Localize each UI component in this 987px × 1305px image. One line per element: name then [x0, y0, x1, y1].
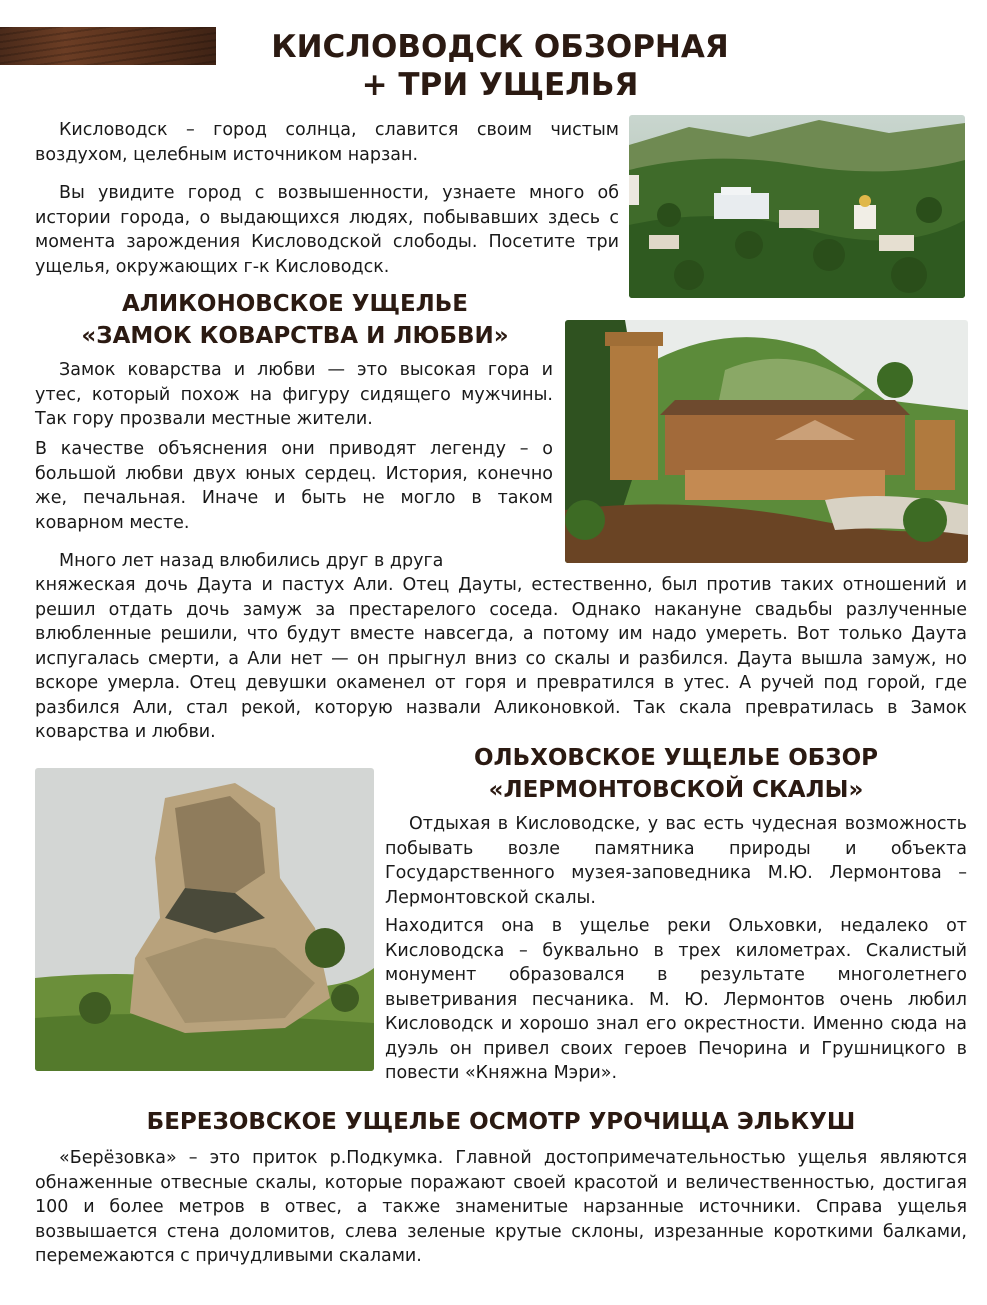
section-1-paragraph-1: Замок коварства и любви — это высокая гора и утес, который похож на фигуру сидящего мужчины. Так гору прозвали местные жители. [35, 360, 553, 429]
intro-paragraph-2: Вы увидите город с возвышенности, узнаете много об истории города, о выдающихся людях, побывавших здесь с момента зарождения Кисловодской слободы. Посетите три ущелья, окружающих г-к Кисловодск. [35, 183, 619, 277]
page-title [200, 28, 800, 104]
castle-of-treachery-and-love-photo [565, 320, 968, 563]
intro-paragraph-1: Кисловодск – город солнца, славится своим чистым воздухом, целебным источником нарзан. [35, 120, 619, 165]
title-line-1: КИСЛОВОДСК ОБЗОРНАЯ [271, 29, 729, 65]
title-line-2: + ТРИ УЩЕЛЬЯ [361, 67, 639, 103]
section-2-paragraph-2: Находится она в ущелье реки Ольховки, недалеко от Кисловодска – буквально в трех километрах. Скалистый монумент образовался в результате многолетнего выветривания песчаника. М. Ю. Лермонтов очень любил Кисловодск и хорошо знал его окрестности. Именно сюда на дуэль он привел своих героев Печорина и Грушницкого в повести «Княжна Мэри». [385, 916, 967, 1083]
section-1-paragraph-2: В качестве объяснения они приводят легенду – о большой любви двух юных сердец. История, конечно же, печальная. Иначе и быть не могло в таком коварном месте. [35, 439, 553, 533]
section-2-heading [385, 742, 967, 806]
kislovodsk-city-photo [629, 115, 965, 298]
section-1-heading [35, 288, 555, 352]
section-3-heading: БЕРЕЗОВСКОЕ УЩЕЛЬЕ ОСМОТР УРОЧИЩА ЭЛЬКУШ [146, 1109, 856, 1135]
section-1-paragraph-3: княжеская дочь Даута и пастух Али. Отец Дауты, естественно, был против таких отношений и решил отдать дочь замуж за престарелого соседа. Однако накануне свадьбы разлученные влюбленные решили, что будут вместе навсегда, а потому им надо умереть. Вот только Даута испугалась смерти, а Али нет — он прыгнул вниз со скалы и разбился. Даута вышла замуж, но вскоре умерла. Отец девушки окаменел от горя и превратился в утес. А ручей под горой, где разбился Али, стал рекой, которую назвали Аликоновкой. Так скала превратилась в Замок коварства и любви. [35, 575, 967, 742]
decorative-wood-strip [0, 27, 216, 65]
section-2-heading-line-2: «ЛЕРМОНТОВСКОЙ СКАЛЫ» [488, 777, 864, 803]
section-2-paragraph-1: Отдыхая в Кисловодске, у вас есть чудесная возможность побывать возле памятника природы и объекта Государственного музея-заповедника М.Ю. Лермонтова – Лермонтовской скалы. [385, 814, 967, 908]
section-1-heading-line-2: «ЗАМОК КОВАРСТВА И ЛЮБВИ» [81, 323, 509, 349]
lermontov-rock-photo [35, 768, 374, 1071]
section-1-paragraph-3-first-line: Много лет назад влюбились друг в друга [59, 551, 444, 571]
section-1-heading-line-1: АЛИКОНОВСКОЕ УЩЕЛЬЕ [121, 291, 469, 317]
section-3-paragraph-1: «Берёзовка» – это приток р.Подкумка. Главной достопримечательностью ущелья являются обнаженные отвесные скалы, которые поражают своей красотой и величественностью, достигая 100 и более метров в отвес, а также знаменитые нарзанные источники. Справа ущелья возвышается стена доломитов, слева зеленые крутые склоны, изрезанные короткими балками, перемежаются с причудливыми скалами. [35, 1148, 967, 1266]
section-2-heading-line-1: ОЛЬХОВСКОЕ УЩЕЛЬЕ ОБЗОР [473, 745, 879, 771]
